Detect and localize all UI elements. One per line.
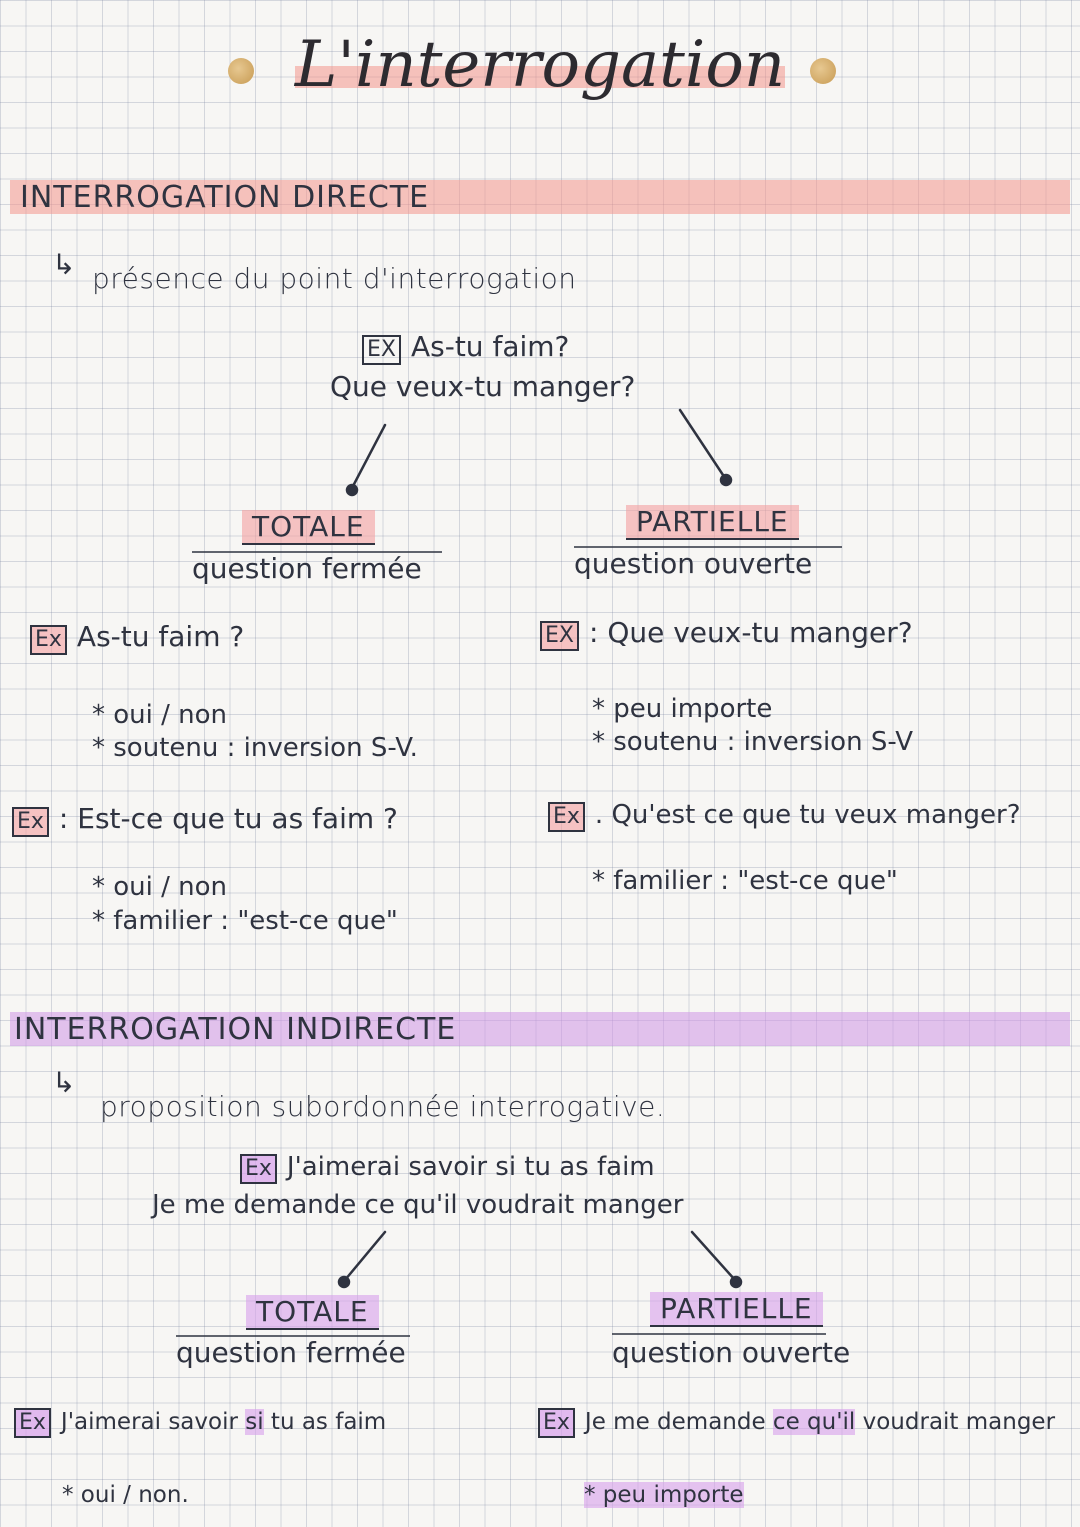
direct-partielle-title-text: PARTIELLE: [626, 505, 799, 540]
direct-partielle-ex2-label: Ex: [548, 802, 585, 832]
direct-totale-ex2-text: : Est-ce que tu as faim ?: [58, 802, 398, 835]
indirect-totale-ex-label: Ex: [14, 1408, 51, 1438]
indirect-partielle-ex-after: voudrait manger: [855, 1409, 1056, 1435]
indirect-left-connector: [345, 1232, 385, 1280]
direct-example-text1: As-tu faim?: [410, 330, 570, 363]
direct-partielle-ex1-text: : Que veux-tu manger?: [588, 616, 913, 649]
direct-partielle-subtitle: question ouverte: [574, 547, 813, 580]
indirect-totale-note: * oui / non.: [62, 1482, 189, 1508]
indirect-definition-arrow-icon: ↳: [52, 1066, 76, 1099]
indirect-totale-ex-before: J'aimerai savoir: [60, 1409, 246, 1435]
direct-totale-ex1-label: Ex: [30, 625, 67, 655]
indirect-right-connector-dot: [731, 1277, 741, 1287]
direct-example-line2: Que veux-tu manger?: [330, 370, 636, 403]
direct-heading: INTERROGATION DIRECTE: [20, 180, 430, 215]
direct-partielle-ex2-text: . Qu'est ce que tu veux manger?: [594, 800, 1021, 830]
indirect-totale-ex-highlight: si: [245, 1409, 264, 1435]
direct-totale-ex2-note1: * oui / non: [92, 872, 228, 902]
direct-partielle-ex2-note1: * familier : "est-ce que": [592, 866, 898, 896]
direct-partielle-ex1-note1: * peu importe: [592, 694, 773, 724]
indirect-partielle-ex-label: Ex: [538, 1408, 575, 1438]
indirect-totale-subtitle: question fermée: [176, 1336, 406, 1369]
direct-left-connector-dot: [347, 485, 357, 495]
direct-totale-ex1-text: As-tu faim ?: [76, 620, 245, 653]
indirect-example-line2: Je me demande ce qu'il voudrait manger: [152, 1190, 684, 1220]
indirect-right-connector: [692, 1232, 735, 1280]
direct-partielle-ex1-note2: * soutenu : inversion S-V: [592, 727, 913, 757]
direct-definition: présence du point d'interrogation: [92, 262, 577, 295]
indirect-definition: proposition subordonnée interrogative.: [100, 1090, 666, 1123]
direct-totale-ex1-note1: * oui / non: [92, 700, 228, 730]
indirect-example-text1: J'aimerai savoir si tu as faim: [286, 1152, 655, 1182]
indirect-example-label: Ex: [240, 1154, 277, 1184]
indirect-totale-ex-after: tu as faim: [263, 1409, 387, 1435]
direct-definition-arrow-icon: ↳: [52, 248, 76, 281]
indirect-totale-title-text: TOTALE: [246, 1295, 379, 1330]
indirect-partielle-subtitle: question ouverte: [612, 1336, 851, 1369]
direct-right-connector: [680, 410, 725, 478]
direct-right-connector-dot: [721, 475, 731, 485]
indirect-partielle-title-text: PARTIELLE: [650, 1292, 823, 1327]
title-text: L'interrogation: [294, 28, 786, 102]
direct-totale-subtitle: question fermée: [192, 552, 422, 585]
indirect-partielle-ex-highlight: ce qu'il: [772, 1409, 856, 1435]
direct-totale-ex1-note2: * soutenu : inversion S-V.: [92, 733, 418, 763]
indirect-partielle-note-text: * peu importe: [584, 1482, 744, 1508]
indirect-left-connector-dot: [339, 1277, 349, 1287]
direct-totale-ex2-note2: * familier : "est-ce que": [92, 906, 398, 936]
indirect-heading: INTERROGATION INDIRECTE: [14, 1012, 457, 1047]
direct-partielle-ex1-label: EX: [540, 621, 579, 651]
indirect-partielle-ex-before: Je me demande: [584, 1409, 773, 1435]
direct-totale-title-text: TOTALE: [242, 510, 375, 545]
direct-left-connector: [352, 425, 385, 488]
direct-totale-ex2-label: Ex: [12, 807, 49, 837]
direct-example-label: EX: [362, 335, 401, 365]
